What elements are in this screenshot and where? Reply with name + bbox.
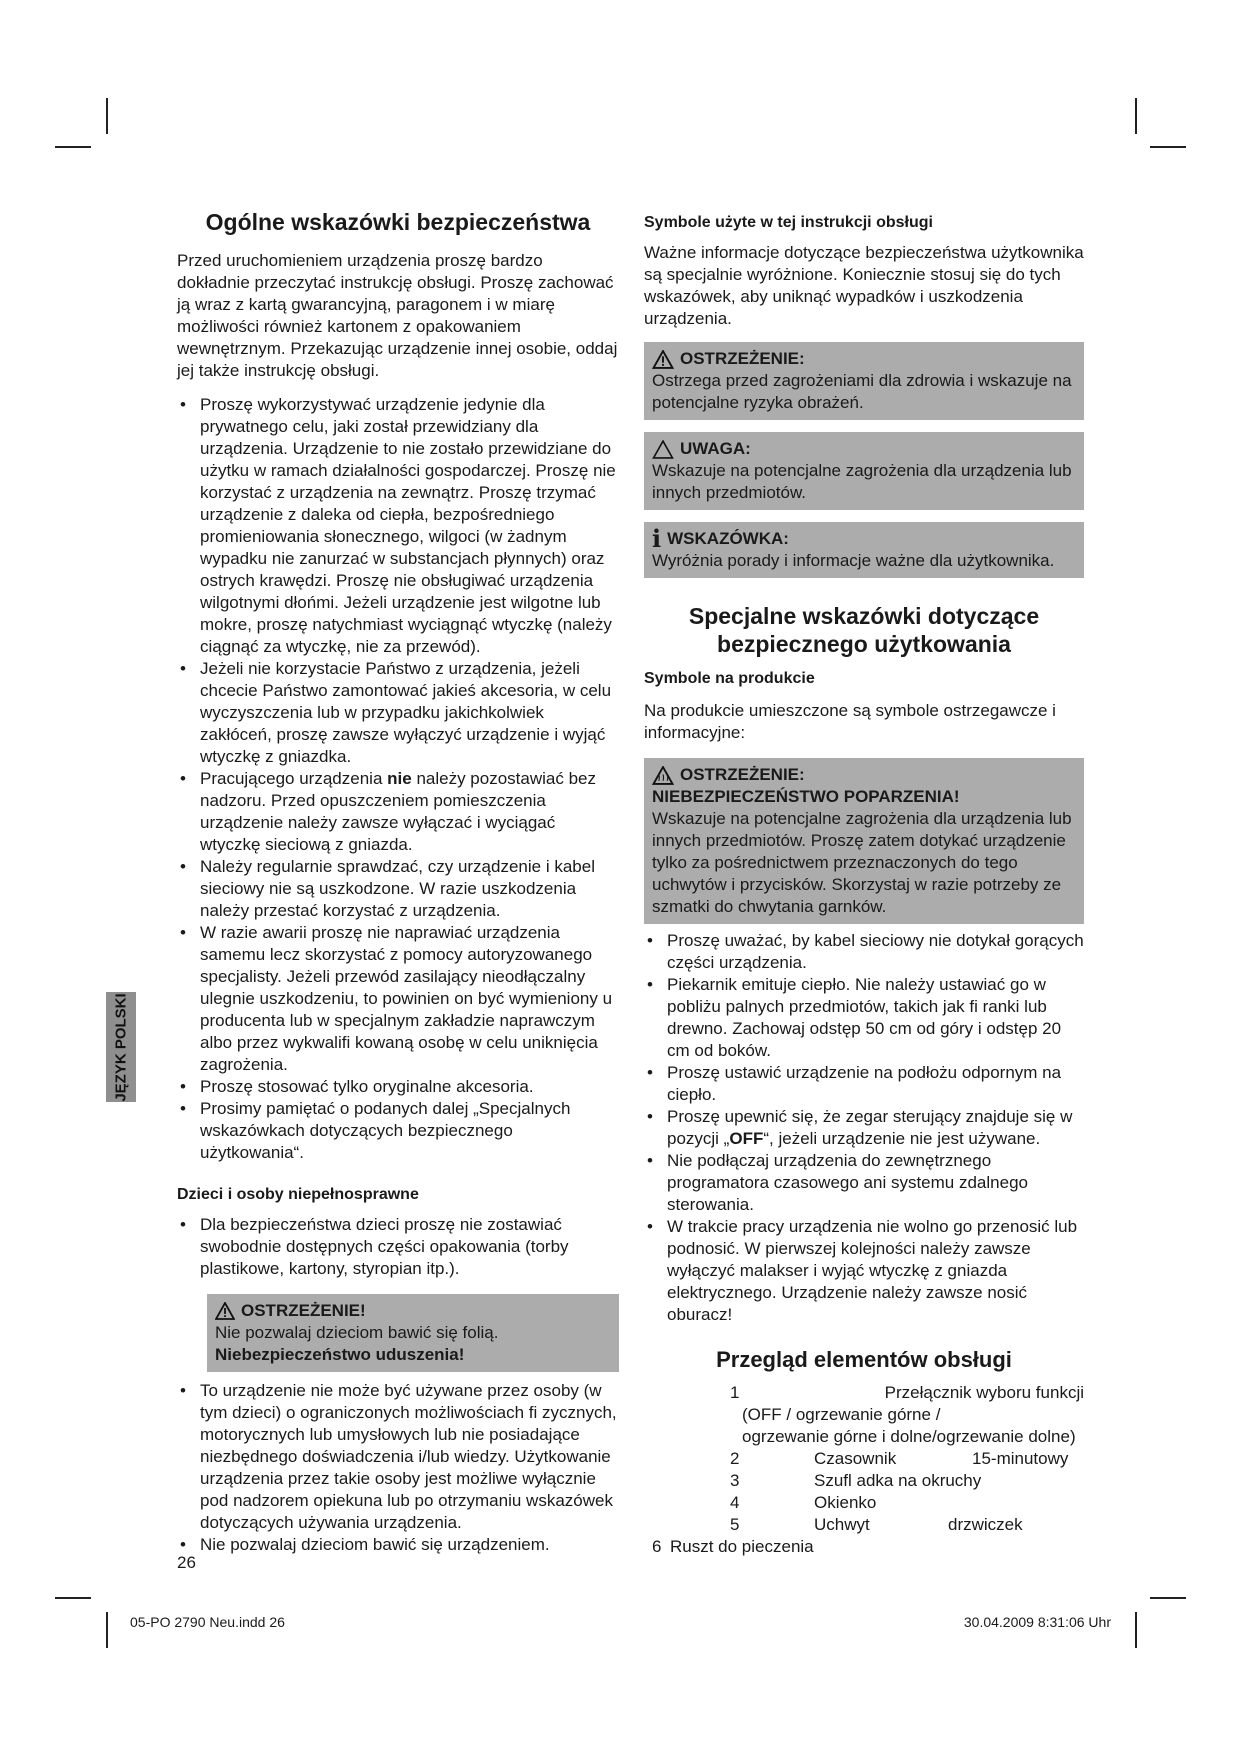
control-item: [644, 1426, 1084, 1448]
control-item: [644, 1404, 1084, 1426]
right-column: [644, 212, 1084, 1558]
burn-warning-title: [652, 764, 1076, 786]
symbols-heading: Symbole użyte w tej instrukcji obsługi: [644, 214, 933, 231]
controls-list: [644, 1382, 1084, 1558]
control-item: [644, 1448, 1084, 1470]
list-item: • Jeżeli nie korzystacie Państwo z urządzenia, jeżeli chcecie Państwo zamontować jakieś akcesoria, w celu wyczyszczenia lub w przypadku jakichkolwiek zakłóceń, proszę zawsze wyłączyć urządzenie i wyjąć wtyczkę z gniazdka.: [177, 658, 619, 768]
warning-triangle-icon: [215, 1302, 235, 1320]
special-heading-line: Specjalne wskazówki dotyczące: [688, 603, 1040, 629]
suffocation-warning-box: [207, 1294, 619, 1372]
special-safety-heading: [644, 602, 1084, 658]
bullet-bold-word: nie: [387, 769, 412, 788]
product-symbols-heading: Symbole na produkcie: [644, 670, 815, 687]
list-item: • To urządzenie nie może być używane przez osoby (w tym dzieci) o ograniczonych możliwościach fi zycznych, motorycznych lub umysłowych lub nie posiadające niezbędnego doświadczenia i/lub wiedzy. Użytkowanie urządzenia przez takie osoby jest możliwe wyłącznie pod nadzorem opiekuna lub po otrzymaniu wskazówek dotyczących używania urządzenia.: [177, 1380, 619, 1534]
children-heading: Dzieci i osoby niepełnosprawne: [177, 1186, 419, 1203]
control-item: [644, 1514, 1084, 1536]
warning-title-text: OSTRZEŻENIE!: [241, 1301, 366, 1320]
intro-paragraph: Przed uruchomieniem urządzenia proszę bardzo dokładnie przeczytać instrukcję obsługi. Proszę zachować ją wraz z kartą gwarancyjną, paragonem i w miarę możliwości również kartonem z opakowaniem wewnętrznym. Przekazując urządzenie innej osobie, oddaj jej także instrukcję obsługi.: [177, 251, 618, 380]
list-item: • Nie pozwalaj dzieciom bawić się urządzeniem.: [177, 1534, 619, 1556]
crop-mark: [106, 98, 108, 134]
control-label: Uchwyt: [814, 1515, 870, 1534]
control-label: drzwiczek: [948, 1515, 1023, 1534]
bullet-text: “, jeżeli urządzenie nie jest używane.: [763, 1129, 1041, 1148]
caution-triangle-icon: [652, 440, 674, 459]
burn-warning-subtitle: NIEBEZPIECZEŃSTWO POPARZENIA!: [652, 787, 960, 806]
note-symbol-text: Wyróżnia porady i informacje ważne dla użytkownika.: [652, 551, 1055, 570]
crop-mark: [55, 146, 91, 148]
crop-mark: [1150, 1597, 1186, 1599]
symbols-intro: Ważne informacje dotyczące bezpieczeństwa użytkownika są specjalnie wyróżnione. Koniecznie stosuj się do tych wskazówek, aby uniknąć wypadków i uszkodzenia urządzenia.: [644, 243, 1084, 328]
warning-symbol-box: [644, 342, 1084, 420]
list-item: • Nie podłączaj urządzenia do zewnętrznego programatora czasowego ani systemu zdalnego sterowania.: [644, 1150, 1084, 1216]
special-heading-line: bezpiecznego użytkowania: [717, 631, 1011, 657]
control-label: Przełącznik wyboru funkcji: [884, 1383, 1084, 1402]
product-symbols-intro: Na produkcie umieszczone są symbole ostrzegawcze i informacyjne:: [644, 701, 1056, 742]
warning-box-title: [215, 1300, 611, 1322]
control-number: 3: [730, 1471, 740, 1490]
control-number: 6: [652, 1537, 662, 1556]
bullet-text: Proszę upewnić się, że zegar sterujący znajduje się w pozycji „: [667, 1107, 1073, 1148]
info-icon: i: [652, 524, 662, 553]
general-safety-heading: Ogólne wskazówki bezpieczeństwa: [205, 209, 591, 235]
list-item: • W razie awarii proszę nie naprawiać urządzenia samemu lecz skorzystać z pomocy autoryzowanego specjalisty. Jeżeli przewód zasilający nieodłączalny ulegnie uszkodzeniu, to powinien on być wymieniony u producenta lub w specjalnym zakładzie naprawczym albo przez wykwalifi kowaną osobę w celu uniknięcia zagrożenia.: [177, 922, 619, 1076]
control-number: 5: [730, 1515, 740, 1534]
control-label: 15-minutowy: [972, 1449, 1069, 1468]
control-item: [644, 1536, 1084, 1558]
control-number: 4: [730, 1493, 740, 1512]
product-bullet-list: [644, 930, 1084, 1326]
list-item: [644, 1106, 1084, 1150]
crop-mark: [55, 1597, 91, 1599]
burn-warning-text: Wskazuje na potencjalne zagrożenia dla urządzenia lub innych przedmiotów. Proszę zatem dotykać urządzenie tylko za pośrednictwem przeznaczonych do tego uchwytów i przycisków. Skorzystaj w razie potrzeby ze szmatki do chwytania garnków.: [652, 809, 1072, 916]
control-label: Okienko: [814, 1493, 877, 1512]
control-label: Szufl adka na okruchy: [814, 1471, 982, 1490]
bullet-text: należy pozostawiać bez nadzoru. Przed opuszczeniem pomieszczenia urządzenie należy zawsze wyłączać i wyciągać wtyczkę sieciową z gniazda.: [200, 769, 596, 854]
burn-warning-title-text: OSTRZEŻENIE:: [680, 765, 805, 784]
note-symbol-box: [644, 522, 1084, 578]
children-bullet-list: [177, 1214, 619, 1280]
list-item: • Prosimy pamiętać o podanych dalej „Specjalnych wskazówkach dotyczących bezpiecznego użytkowania“.: [177, 1098, 619, 1164]
controls-heading: Przegląd elementów obsługi: [716, 1347, 1012, 1372]
control-item: [644, 1382, 1084, 1404]
control-item: [644, 1470, 1084, 1492]
list-item: [177, 768, 619, 856]
list-item: • Proszę wykorzystywać urządzenie jedynie dla prywatnego celu, jaki został przewidziany dla urządzenia. Urządzenie to nie zostało przewidziane do użytku w ramach działalności gospodarczej. Proszę nie korzystać z urządzenia na zewnątrz. Proszę trzymać urządzenie z daleka od ciepła, bezpośredniego promieniowania słonecznego, wilgoci (w żadnym wypadku nie zanurzać w substancjach płynnych) oraz ostrych krawędzi. Proszę nie obsługiwać urządzenia wilgotnymi dłońmi. Jeżeli urządzenie jest wilgotne lub mokre, proszę natychmiast wyciągnąć wtyczkę (należy ciągnąć za wtyczkę, nie za przewód).: [177, 394, 619, 658]
warning-triangle-icon: [652, 350, 674, 369]
warning-symbol-text: Ostrzega przed zagrożeniami dla zdrowia i wskazuje na potencjalne ryzyka obrażeń.: [652, 371, 1072, 412]
control-number: 2: [730, 1449, 740, 1468]
list-item: • Dla bezpieczeństwa dzieci proszę nie zostawiać swobodnie dostępnych części opakowania (torby plastikowe, kartony, styropian itp.).: [177, 1214, 619, 1280]
control-label: Czasownik: [814, 1449, 897, 1468]
list-item: • W trakcie pracy urządzenia nie wolno go przenosić lub podnosić. W pierwszej kolejności należy zawsze wyłączyć malakser i wyjąć wtyczkę z gniazda elektrycznego. Urządzenie należy zawsze nosić oburacz!: [644, 1216, 1084, 1326]
control-label: Ruszt do pieczenia: [670, 1537, 814, 1556]
crop-mark: [1135, 98, 1137, 134]
language-side-tab: [106, 992, 136, 1102]
children-bullet-list-2: [177, 1380, 619, 1556]
warning-box-text: Nie pozwalaj dzieciom bawić się folią.: [215, 1323, 499, 1342]
list-item: • Proszę uważać, by kabel sieciowy nie dotykał gorących części urządzenia.: [644, 930, 1084, 974]
caution-symbol-title: [652, 438, 1076, 460]
control-label: ogrzewanie górne i dolne/ogrzewanie dolne): [742, 1427, 1076, 1446]
crop-mark: [1135, 1612, 1137, 1648]
bullet-bold-word: OFF: [729, 1129, 764, 1148]
caution-symbol-title-text: UWAGA:: [680, 439, 751, 458]
list-item: • Piekarnik emituje ciepło. Nie należy ustawiać go w pobliżu palnych przedmiotów, takich jak fi ranki lub drewno. Zachowaj odstęp 50 cm od góry i odstęp 20 cm od boków.: [644, 974, 1084, 1062]
control-label: (OFF / ogrzewanie górne /: [742, 1405, 941, 1424]
note-symbol-title-text: WSKAZÓWKA:: [667, 529, 789, 548]
warning-symbol-title: [652, 348, 1076, 370]
crop-mark: [1150, 146, 1186, 148]
caution-symbol-text: Wskazuje na potencjalne zagrożenia dla urządzenia lub innych przedmiotów.: [652, 461, 1072, 502]
footer-timestamp: 30.04.2009 8:31:06 Uhr: [963, 1614, 1111, 1630]
note-symbol-title: [652, 524, 1076, 553]
warning-box-bold-text: Niebezpieczeństwo uduszenia!: [215, 1345, 465, 1364]
page-number: 26: [177, 1553, 196, 1572]
caution-symbol-box: [644, 432, 1084, 510]
control-item: [644, 1492, 1084, 1514]
safety-bullet-list: [177, 394, 619, 1164]
crop-mark: [106, 1612, 108, 1648]
left-column: [177, 208, 619, 1556]
list-item: • Proszę stosować tylko oryginalne akcesoria.: [177, 1076, 619, 1098]
footer-file-info: 05-PO 2790 Neu.indd 26: [130, 1614, 285, 1630]
list-item: • Należy regularnie sprawdzać, czy urządzenie i kabel sieciowy nie są uszkodzone. W razie uszkodzenia należy przestać korzystać z urządzenia.: [177, 856, 619, 922]
control-number: 1: [730, 1383, 740, 1402]
language-tab-label: JĘZYK POLSKI: [112, 992, 130, 1102]
hot-surface-warning-icon: [652, 766, 674, 785]
list-item: • Proszę ustawić urządzenie na podłożu odpornym na ciepło.: [644, 1062, 1084, 1106]
warning-symbol-title-text: OSTRZEŻENIE:: [680, 349, 805, 368]
burn-warning-box: [644, 758, 1084, 924]
bullet-text: Pracującego urządzenia: [200, 769, 383, 788]
